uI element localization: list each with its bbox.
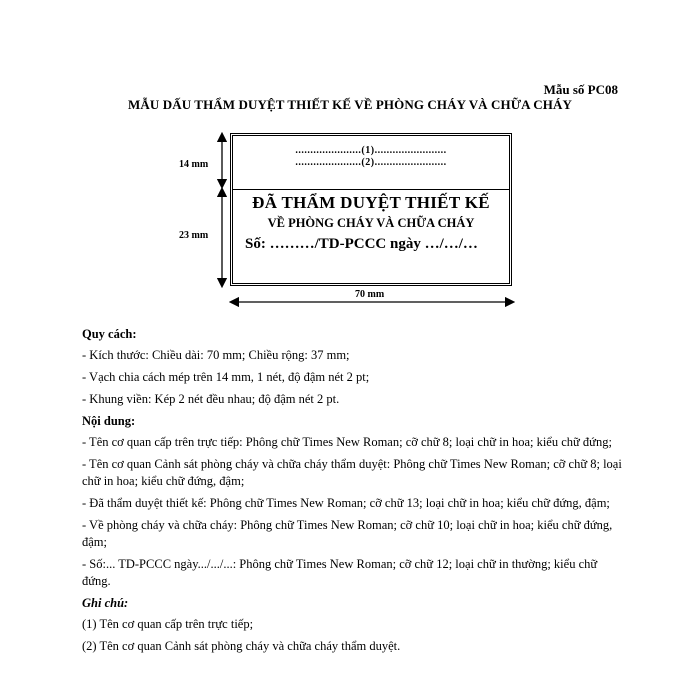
content-item: - Số:... TD-PCCC ngày.../.../...: Phông chữ Times New Roman; cỡ chữ 12; loại chữ in thường; kiểu chữ đứng. — [82, 557, 598, 588]
stamp-fire-text: VỀ PHÒNG CHÁY VÀ CHỮA CHÁY — [267, 216, 475, 230]
stamp-number-text: Số: ………/TD-PCCC ngày …/…/… — [245, 236, 478, 252]
stamp-frame — [230, 133, 512, 286]
content-item: - Về phòng cháy và chữa cháy: Phông chữ Times New Roman; cỡ chữ 10; loại chữ in hoa; kiểu chữ đứng, đậm; — [82, 518, 613, 549]
content-item: - Tên cơ quan Cảnh sát phòng cháy và chữa cháy thẩm duyệt: Phông chữ Times New Roman; cỡ chữ 8; loại chữ in hoa; kiểu chữ đứng, đậm; — [82, 457, 622, 488]
content-heading: Nội dung: — [82, 414, 136, 428]
content-item: - Đã thẩm duyệt thiết kế: Phông chữ Times New Roman; cỡ chữ 13; loại chữ in hoa; kiểu chữ đứng, đậm; — [82, 496, 610, 510]
spec-item: - Khung viền: Kép 2 nét đều nhau; độ đậm nét 2 pt. — [82, 392, 340, 406]
form-code: Mẫu số PC08 — [543, 82, 618, 97]
note-item: (2) Tên cơ quan Cảnh sát phòng cháy và chữa cháy thẩm duyệt. — [82, 639, 401, 653]
document-title: MẪU DẤU THẨM DUYỆT THIẾT KẾ VỀ PHÒNG CHÁY VÀ CHỮA CHÁY — [128, 97, 572, 112]
content-item: - Tên cơ quan cấp trên trực tiếp: Phông chữ Times New Roman; cỡ chữ 8; loại chữ in hoa; kiểu chữ đứng; — [82, 435, 612, 449]
document-body — [82, 326, 622, 660]
stamp-divider — [233, 189, 509, 190]
stamp-line-2: ......................(2)........................ — [295, 157, 447, 168]
stamp-line-1: ......................(1)........................ — [295, 145, 447, 156]
spec-item: - Kích thước: Chiều dài: 70 mm; Chiều rộng: 37 mm; — [82, 348, 350, 362]
dimension-bottom-label: 23 mm — [179, 230, 209, 241]
spec-item: - Vạch chia cách mép trên 14 mm, 1 nét, độ đậm nét 2 pt; — [82, 370, 370, 384]
dimension-top-label: 14 mm — [179, 159, 209, 170]
dimension-width-label: 70 mm — [355, 289, 385, 300]
spec-heading: Quy cách: — [82, 327, 137, 341]
note-item: (1) Tên cơ quan cấp trên trực tiếp; — [82, 617, 254, 631]
stamp-approved-text: ĐÃ THẨM DUYỆT THIẾT KẾ — [252, 193, 490, 212]
notes-heading: Ghi chú: — [82, 596, 129, 610]
stamp-diagram — [0, 0, 700, 330]
